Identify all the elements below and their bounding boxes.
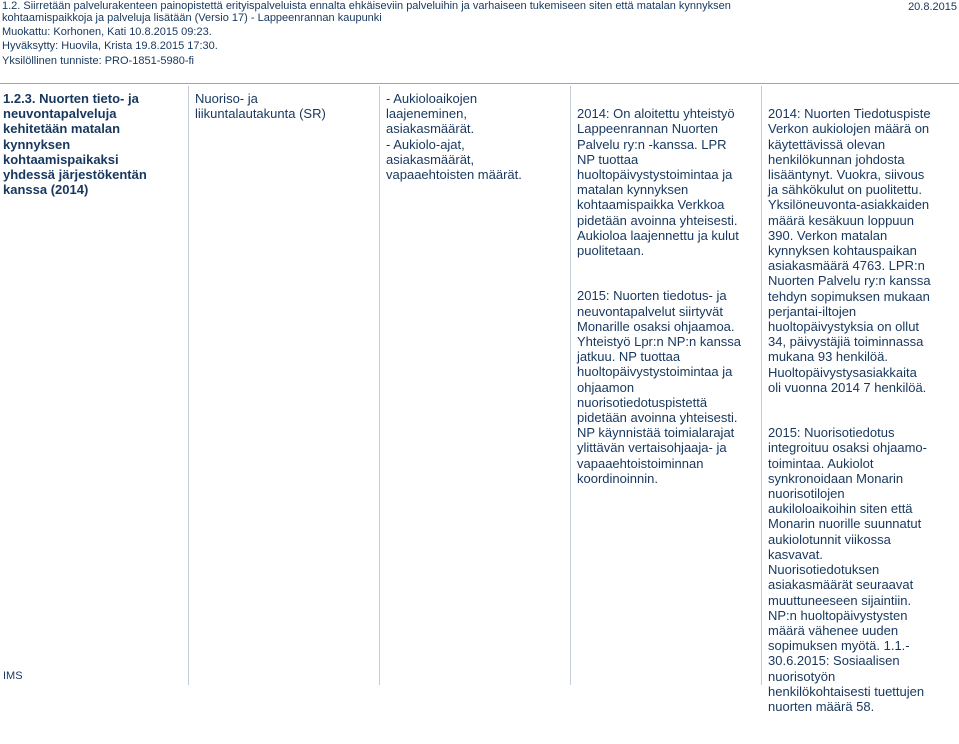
document-date: 20.8.2015 (908, 1, 957, 13)
progress-2015: 2015: Nuorten tiedotus- ja neuvontapalvelut siirtyvät Monarille osaksi ohjaamoa. Yhteistyö Lpr:n NP:n kanssa jatkuu. NP tuottaa huoltopäivystystoimintaa ja ohjaamon nuorisotiedotuspistettä pidetään avoinna yhteisesti. NP käynnistää toimialarajat ylittävän vertaisohjaaja- ja vapaaehtoistoiminnan koordinoinnin. (577, 288, 742, 486)
results (768, 91, 958, 744)
document-title (2, 0, 731, 24)
results-2015: 2015: Nuorisotiedotus integroituu osaksi ohjaamo- toimintaa. Aukiolot synkronoidaan Monarin nuorisotilojen aukiloloaikoihin siten että Monarin nuorille suunnatut aukiolotunnit viikossa kasvavat. Nuorisotiedotuksen asiakasmäärät seuraavat muuttuneeseen sijaintiin. NP:n huoltopäivystysten määrä vähenee uuden sopimuksen myötä. 1.1.- 30.6.2015: Sosiaalisen nuorisotyön henkilökohtaisesti tuettujen nuorten määrä 58. (768, 425, 927, 714)
title-line-2: kohtaamispaikkoja ja palveluja lisätään (Versio 17) - Lappeenrannan kaupunki (2, 12, 382, 24)
progress-status (577, 91, 757, 516)
document-header (0, 0, 959, 80)
results-2014: 2014: Nuorten Tiedotuspiste Verkon aukiolojen määrä on käytettävissä olevan henkilökunnan johdosta lisääntynyt. Vuokra, siivous ja sähkökulut on puolitettu. Yksilöneuvonta-asiakkaiden määrä kesäkuun loppuun 390. Verkon matalan kynnyksen kohtauspaikan asiakasmäärä 4763. LPR:n Nuorten Palvelu ry:n kanssa tehdyn sopimuksen mukaan perjantai-iltojen huoltopäivystyksia on ollut 34, päivystäjiä toiminnassa mukana 93 henkilöä. Huoltopäivystysasiakkaita oli vuonna 2014 7 henkilöä. (768, 106, 931, 395)
approved-info: Hyväksytty: Huovila, Krista 19.8.2015 17:30. (2, 40, 218, 52)
title-line-1: 1.2. Siirretään palvelurakenteen painopistettä erityispalveluista ennalta ehkäiseviin palveluihin ja varhaiseen tukemiseen siten että matalan kynnyksen (2, 0, 731, 12)
unique-identifier: Yksilöllinen tunniste: PRO-1851-5980-fi (2, 55, 194, 67)
progress-2014: 2014: On aloitettu yhteistyö Lappeenrannan Nuorten Palvelu ry:n -kanssa. LPR NP tuottaa huoltopäivystystoimintaa ja matalan kynnyksen kohtaamispaikka Verkkoa pidetään avoinna yhteisesti. Aukioloa laajennettu ja kulut puolitetaan. (577, 106, 739, 259)
footer-label: IMS (3, 670, 23, 682)
table-row (0, 91, 959, 714)
responsible-party: Nuoriso- ja liikuntalautakunta (SR) (195, 91, 326, 122)
indicators: - Aukioloaikojen laajeneminen, asiakasmäärät. - Aukiolo-ajat, asiakasmäärät, vapaaehtoisten määrät. (386, 91, 522, 183)
modified-info: Muokattu: Korhonen, Kati 10.8.2015 09:23. (2, 26, 212, 38)
header-divider (0, 83, 959, 84)
measure-title: 1.2.3. Nuorten tieto- ja neuvontapalveluja kehitetään matalan kynnyksen kohtaamispaikaksi yhdessä järjestökentän kanssa (2014) (3, 91, 147, 198)
